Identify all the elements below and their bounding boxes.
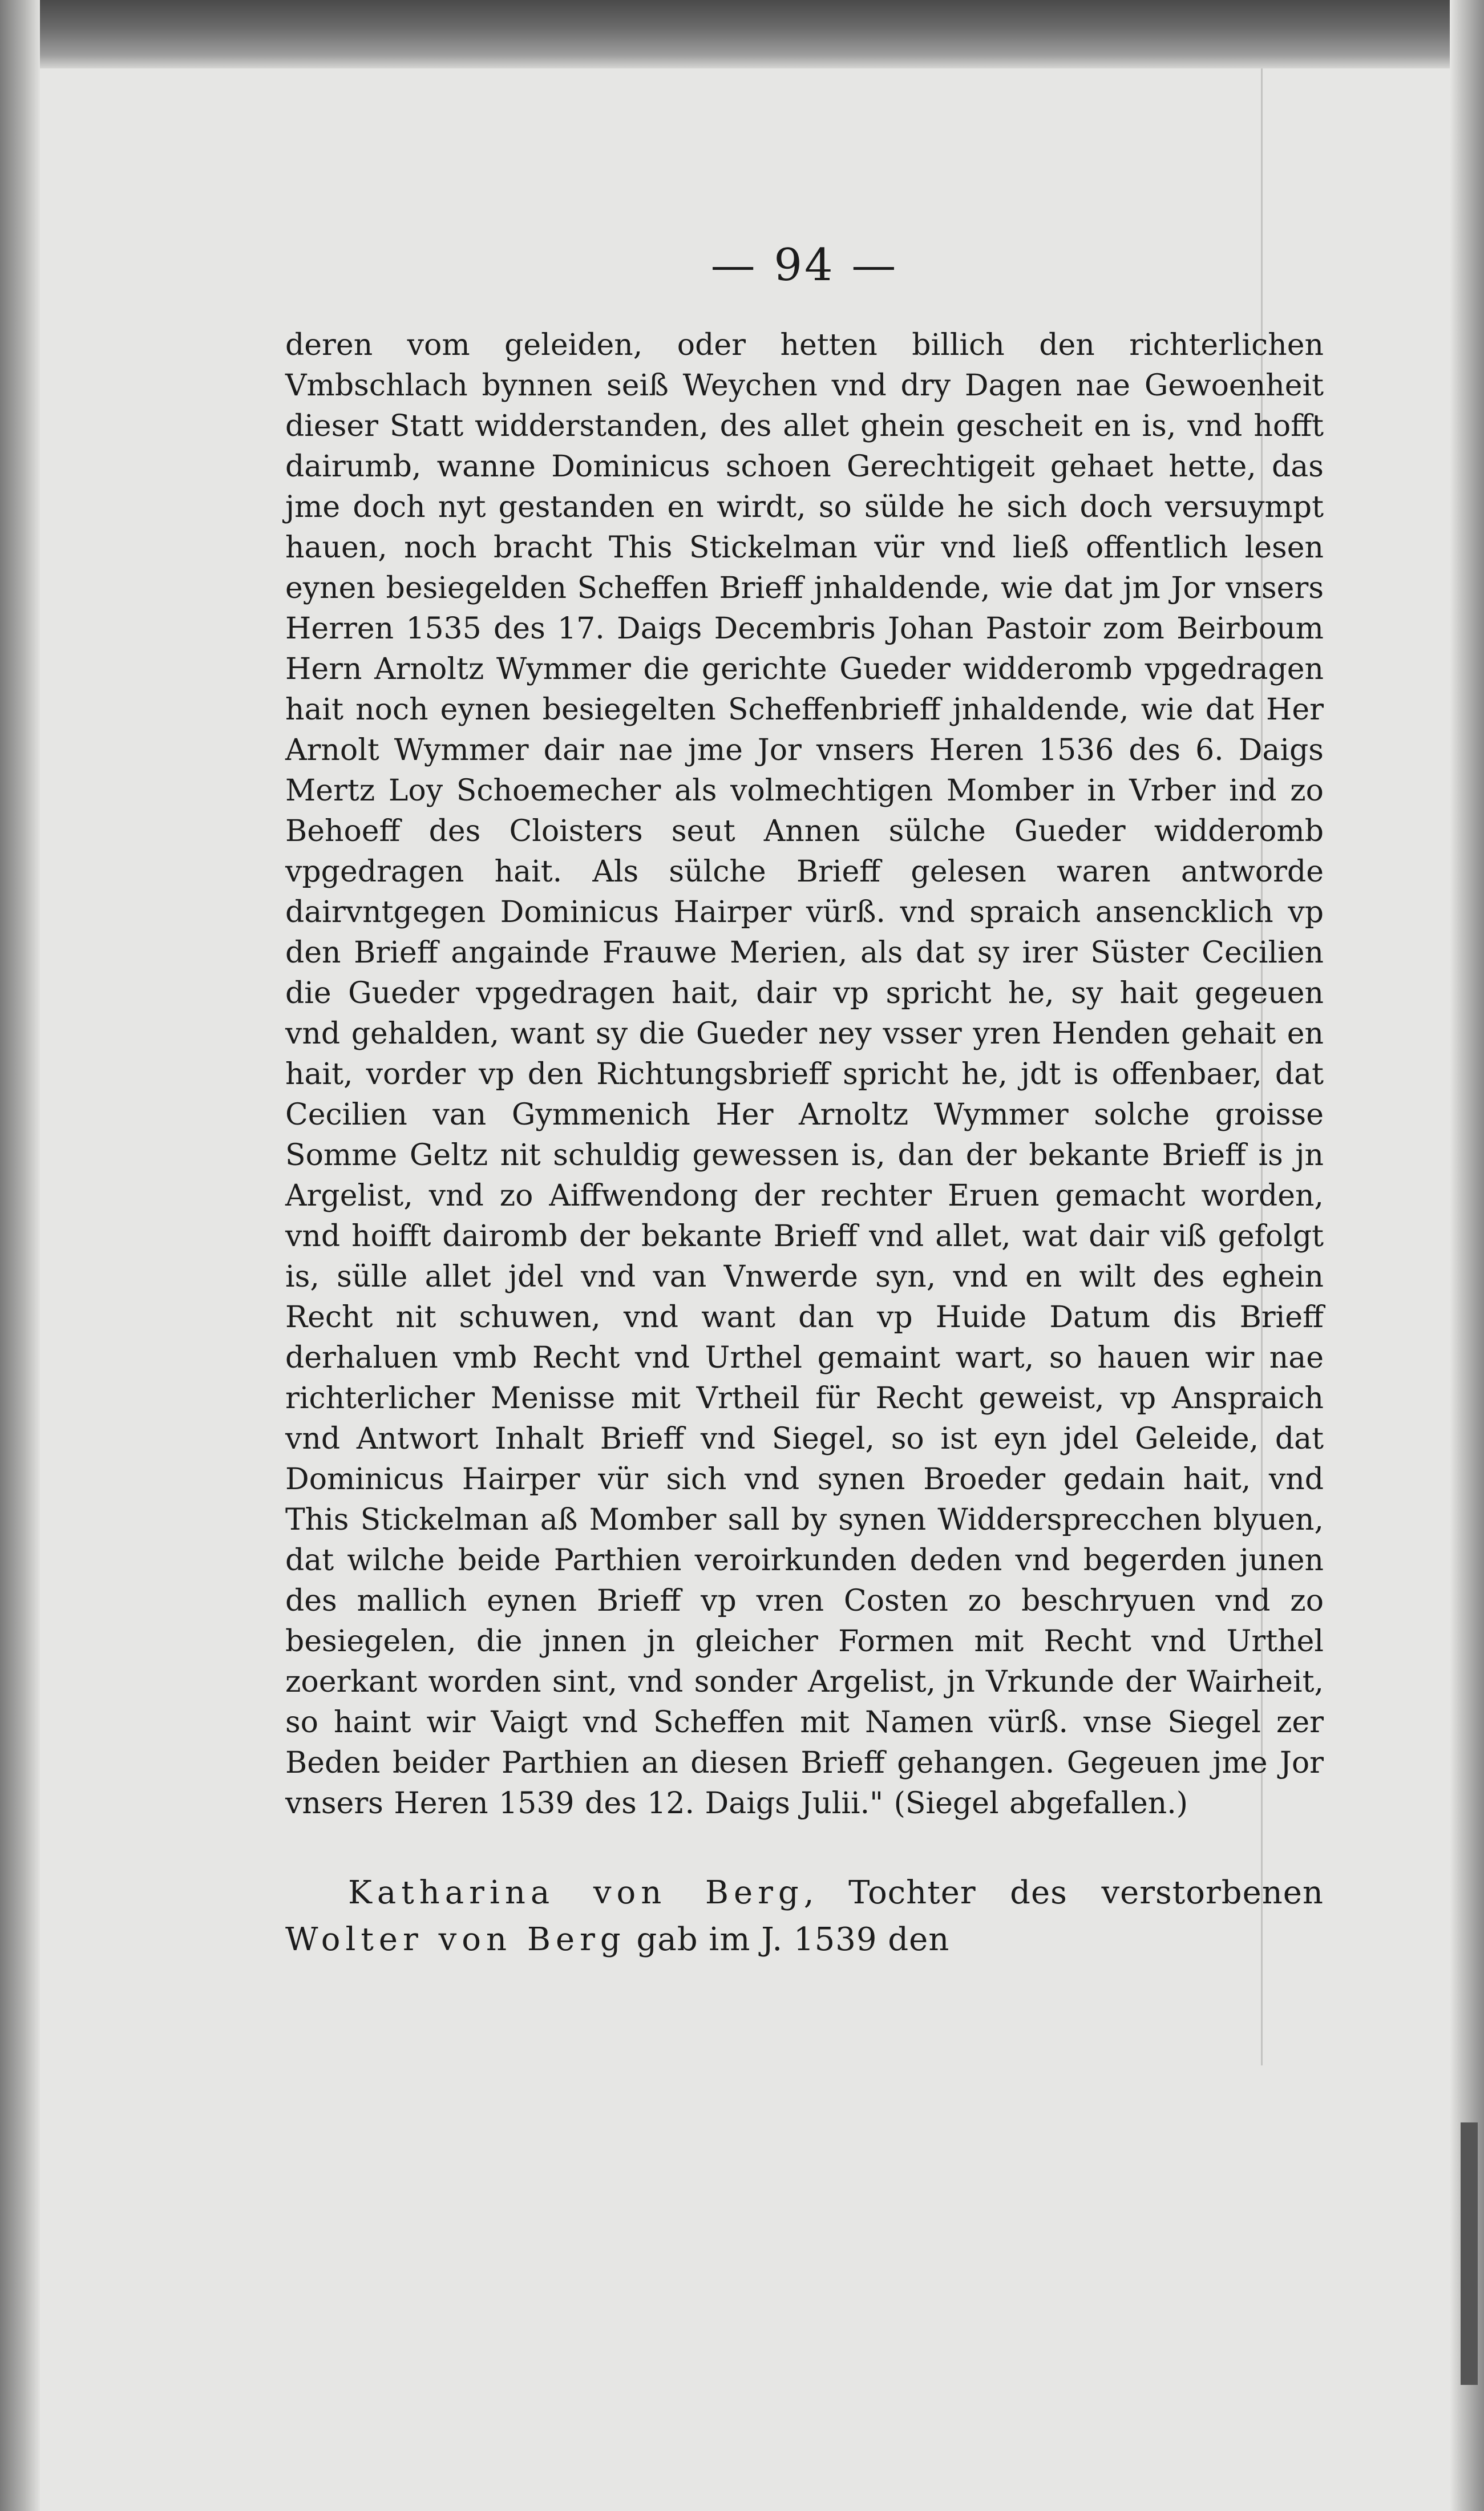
paragraph-document-quote: deren vom geleiden, oder hetten billich den richterlichen Vmbschlach bynnen seiß Weychen vnd dry Dagen nae Gewoenheit dieser Statt widderstanden, des allet ghein gescheit en is, vnd hofft dairumb, wanne Dominicus schoen Gerechtigeit gehaet hette, das jme doch nyt gestanden en wirdt, so sülde he sich doch versuympt hauen, noch bracht This Stickelman vür vnd ließ offentlich lesen eynen besiegelden Scheffen Brieff jnhaldende, wie dat jm Jor vnsers Herren 1535 des 17. Daigs Decembris Johan Pastoir zom Beirboum Hern Arnoltz Wymmer die gerichte Gueder widderomb vpgedragen hait noch eynen besiegelten Scheffenbrieff jnhaldende, wie dat Her Arnolt Wymmer dair nae jme Jor vnsers Heren 1536 des 6. Daigs Mertz Loy Schoemecher als volmechtigen Momber in Vrber ind zo Behoeff des Cloisters seut Annen sülche Gueder widderomb vpgedragen hait. Als sülche Brieff gelesen waren antworde dairvntgegen Dominicus Hairper vürß. vnd spraich ansencklich vp den Brieff angainde Frauwe Merien, als dat sy irer Süster Cecilien die Gueder vpgedragen hait, dair vp spricht he, sy hait gegeuen vnd gehalden, want sy die Gueder ney vsser yren Henden gehait en hait, vorder vp den Richtungsbrieff spricht he, jdt is offenbaer, dat Cecilien van Gymmenich Her Arnoltz Wymmer solche groisse Somme Geltz nit schuldig gewessen is, dan der bekante Brieff is jn Argelist, vnd zo Aiffwendong der rechter Eruen gemacht worden, vnd hoifft dairomb der bekante Brieff vnd allet, wat dair viß gefolgt is, sülle allet jdel vnd van Vnwerde syn, vnd en wilt des eghein Recht nit schuwen, vnd want dan vp Huide Datum dis Brieff derhaluen vmb Recht vnd Urthel gemaint wart, so hauen wir nae richterlicher Menisse mit Vrtheil für Recht geweist, vp Anspraich vnd Antwort Inhalt Brieff vnd Siegel, so ist eyn jdel Geleide, dat Dominicus Hairper vür sich vnd synen Broeder gedain hait, vnd This Stickelman aß Momber sall by synen Widdersprecchen blyuen, dat wilche beide Parthien veroirkunden deden vnd begerden junen des mallich eynen Brieff vp vren Costen zo beschryuen vnd zo besiegelen, die jnnen jn gleicher Formen mit Recht vnd Urthel zoerkant worden sint, vnd sonder Argelist, jn Vrkunde der Wairheit, so haint wir Vaigt vnd Scheffen mit Namen vürß. vnse Siegel zer Beden beider Parthien an diesen Brieff gehangen. Gegeuen jme Jor vnsers Heren 1539 des 12. Daigs Julii." (Siegel abgefallen.) [285, 328, 1324, 1821]
person-name-katharina: Katharina von Berg [348, 1874, 804, 1911]
paragraph2-end: gab im J. 1539 den [625, 1921, 950, 1958]
page-body [285, 240, 1324, 1963]
person-name-wolter: Wolter von Berg [285, 1921, 626, 1958]
paragraph2-middle: , Tochter des verstorbenen [803, 1874, 1324, 1911]
paragraph-katharina [285, 1870, 1324, 1963]
paragraph-gap [285, 1824, 1324, 1870]
page-number: — 94 — [710, 240, 899, 291]
binding-mark [1461, 2122, 1478, 2385]
scan-left-edge [0, 0, 40, 2511]
scan-top-edge [0, 0, 1484, 68]
